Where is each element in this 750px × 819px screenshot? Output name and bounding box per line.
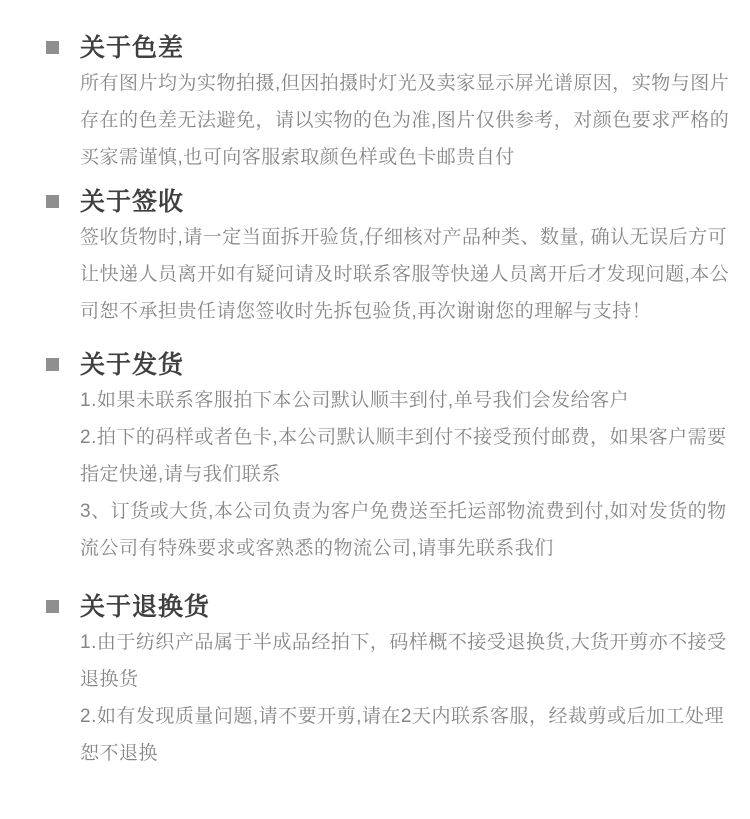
body-line: 让快递人员离开如有疑问请及时联系客服等快递人员离开后才发现问题,本公: [80, 264, 730, 285]
body-line: 2.如有发现质量问题,请不要开剪,请在2天内联系客服，经裁剪或后加工处理: [80, 706, 724, 727]
section-returns: [0, 592, 750, 772]
body-line: 存在的色差无法避免，请以实物的色为准,图片仅供参考，对颜色要求严格的: [80, 110, 730, 131]
body-line: 买家需谨慎,也可向客服索取颜色样或色卡邮贵自付: [80, 147, 515, 168]
bullet-square-icon: [46, 41, 59, 54]
section-title-shipping: 关于发货: [80, 351, 185, 379]
body-line: 指定快递,请与我们联系: [80, 464, 281, 485]
body-line: 流公司有特殊要求或客熟悉的物流公司,请事先联系我们: [80, 538, 554, 559]
body-line: 2.拍下的码样或者色卡,本公司默认顺丰到付不接受预付邮费，如果客户需要: [80, 427, 727, 448]
section-title-returns: 关于退换货: [80, 593, 211, 621]
body-line: 退换货: [80, 669, 139, 690]
body-line: 3、订货或大货,本公司负责为客户免费送至托运部物流费到付,如对发货的物: [80, 501, 727, 522]
body-line: 签收货物时,请一定当面拆开验货,仔细核对产品种类、数量, 确认无误后方可: [80, 227, 728, 248]
body-line: 恕不退换: [80, 743, 159, 764]
bullet-square-icon: [46, 600, 59, 613]
section-sign-receipt: [0, 187, 750, 330]
body-line: 1.由于纺织产品属于半成品经拍下，码样概不接受退换货,大货开剪亦不接受: [80, 632, 727, 653]
section-shipping: [0, 350, 750, 567]
section-color-difference: [0, 33, 750, 176]
body-line: 1.如果未联系客服拍下本公司默认顺丰到付,单号我们会发给客户: [80, 390, 630, 411]
bullet-square-icon: [46, 358, 59, 371]
bullet-square-icon: [46, 195, 59, 208]
body-line: 司恕不承担贵任请您签收时先拆包验货,再次谢谢您的理解与支持！: [80, 301, 652, 322]
body-line: 所有图片均为实物拍摄,但因拍摄时灯光及卖家显示屏光谱原因，实物与图片: [80, 73, 730, 94]
section-title-sign-receipt: 关于签收: [80, 188, 185, 216]
section-title-color-difference: 关于色差: [80, 34, 185, 62]
